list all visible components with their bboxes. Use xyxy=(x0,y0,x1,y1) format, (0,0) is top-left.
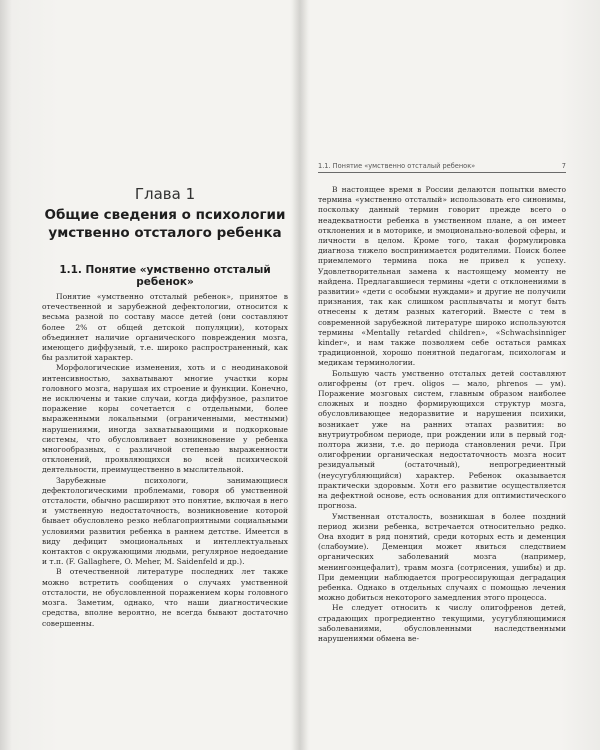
right-page xyxy=(300,0,600,750)
section-title: 1.1. Понятие «умственно отсталый ребенок» xyxy=(59,264,271,288)
left-page-body xyxy=(42,292,288,629)
running-header-title: 1.1. Понятие «умственно отсталый ребенок» xyxy=(318,162,476,170)
paragraph: В настоящее время в России делаются попытки вместо термина «умственно отсталый» использовать его синонимы, поскольку данный термин говорит прежде всего о неадекватности ребенка в умственном плане, а он имеет отклонения и в моторике, и эмоционально-волевой сферы, и личности в целом. Кроме того, такая формулировка диагноза тяжело воспринимается родителями. Поиск более приемлемого термина пока не привел к успеху. Удовлетворительная замена к настоящему моменту не найдена. Предлагавшиеся термины «дети с отклонениями в развитии» «дети с особыми нуждами» и другие не получили признания, так как слишком расплывчаты и могут быть отнесены к детям разных категорий. Вместе с тем в современной зарубежной литературе широко используются термины «Mentally retarded children», «Schwachsinniger kinder», и нам также позволяем себе остаться рамках традиционной, хорошо понятной педагогам, психологам и медикам терминологии. xyxy=(318,185,566,368)
running-header xyxy=(318,162,566,173)
paragraph: Умственная отсталость, возникшая в более поздний период жизни ребенка, встречается относительно редко. Она входит в ряд понятий, среди которых есть и деменция (слабоумие). Деменция может явиться следствием органических заболеваний мозга (например, менингоэнцефалит), травм мозга (сотрясения, ушибы) и др. При деменции наблюдается прогрессирующая деградация ребенка. Однако в отдельных случаях с помощью лечения можно добиться некоторого замедления этого процесса. xyxy=(318,511,566,603)
paragraph: Зарубежные психологи, занимающиеся дефектологическими проблемами, говоря об умственной отсталости, обычно расширяют это понятие, включая в него и умственную недостаточность, возникновение которой бывает обусловлено резко неблагоприятными социальными условиями развития ребенка в раннем детстве. Имеется в виду дефицит эмоциональных и интеллектуальных контактов с окружающими людьми, регулярное недоедание и т.п. (F. Gallaghere, O. Meher, M. Saidenfeld и др.). xyxy=(42,475,288,567)
paragraph: В отечественной литературе последних лет также можно встретить сообщения о случаях умственной отсталости, не обусловленной поражением коры головного мозга. Заметим, однако, что наши диагностические средства, вполне вероятно, не всегда бывают достаточно совершенны. xyxy=(42,567,288,628)
paragraph: Не следует относить к числу олигофренов детей, страдающих прогредиентно текущими, усугубляющимися заболеваниями, обусловленными наследственными нарушениями обмена ве- xyxy=(318,603,566,643)
paragraph: Понятие «умственно отсталый ребенок», принятое в отечественной и зарубежной дефектологии, относится к весьма разной по составу массе детей (они составляют более 2% от общей детской популяции), которых объединяет наличие органического повреждения мозга, имеющего диффузный, т.е. широко распространенный, как бы разлитой характер. xyxy=(42,292,288,363)
chapter-title xyxy=(40,206,290,242)
chapter-title-line: Общие сведения о психологии xyxy=(44,207,286,223)
chapter-title-line: умственно отсталого ребенка xyxy=(48,225,282,241)
page-number: 7 xyxy=(561,162,566,170)
paragraph: Большую часть умственно отсталых детей составляют олигофрены (от греч. oligos — мало, phrenos — ум). Поражение мозговых систем, главным образом наиболее сложных и поздно формирующихся структур мозга, обусловливающее недоразвитие и нарушения психики, возникает уже на ранних этапах развития: во внутриутробном периоде, при рождении или в первый год-полтора жизни, т.е. до периода становления речи. При олигофрении органическая недостаточность мозга носит резидуальный (остаточный), непрогредиентный (неусугубляющийся) характер. Ребенок оказывается практически здоровым. Хотя его развитие осуществляется на дефектной основе, есть основания для оптимистического прогноза. xyxy=(318,368,566,511)
right-page-body xyxy=(318,185,566,644)
chapter-label: Глава 1 xyxy=(134,185,196,203)
paragraph: Морфологические изменения, хоть и с неодинаковой интенсивностью, захватывают многие участки коры головного мозга, нарушая их строение и функции. Конечно, не исключены и такие случаи, когда диффузное, разлитое поражение коры сочетается с отдельными, более выраженными локальными (ограниченными, местными) нарушениями, иногда захватывающими и подкорковые системы, что обусловливает возникновение у ребенка многообразных, с различной степенью выраженности отклонений, проявляющихся во всей психической деятельности, преимущественно в мыслительной. xyxy=(42,363,288,475)
